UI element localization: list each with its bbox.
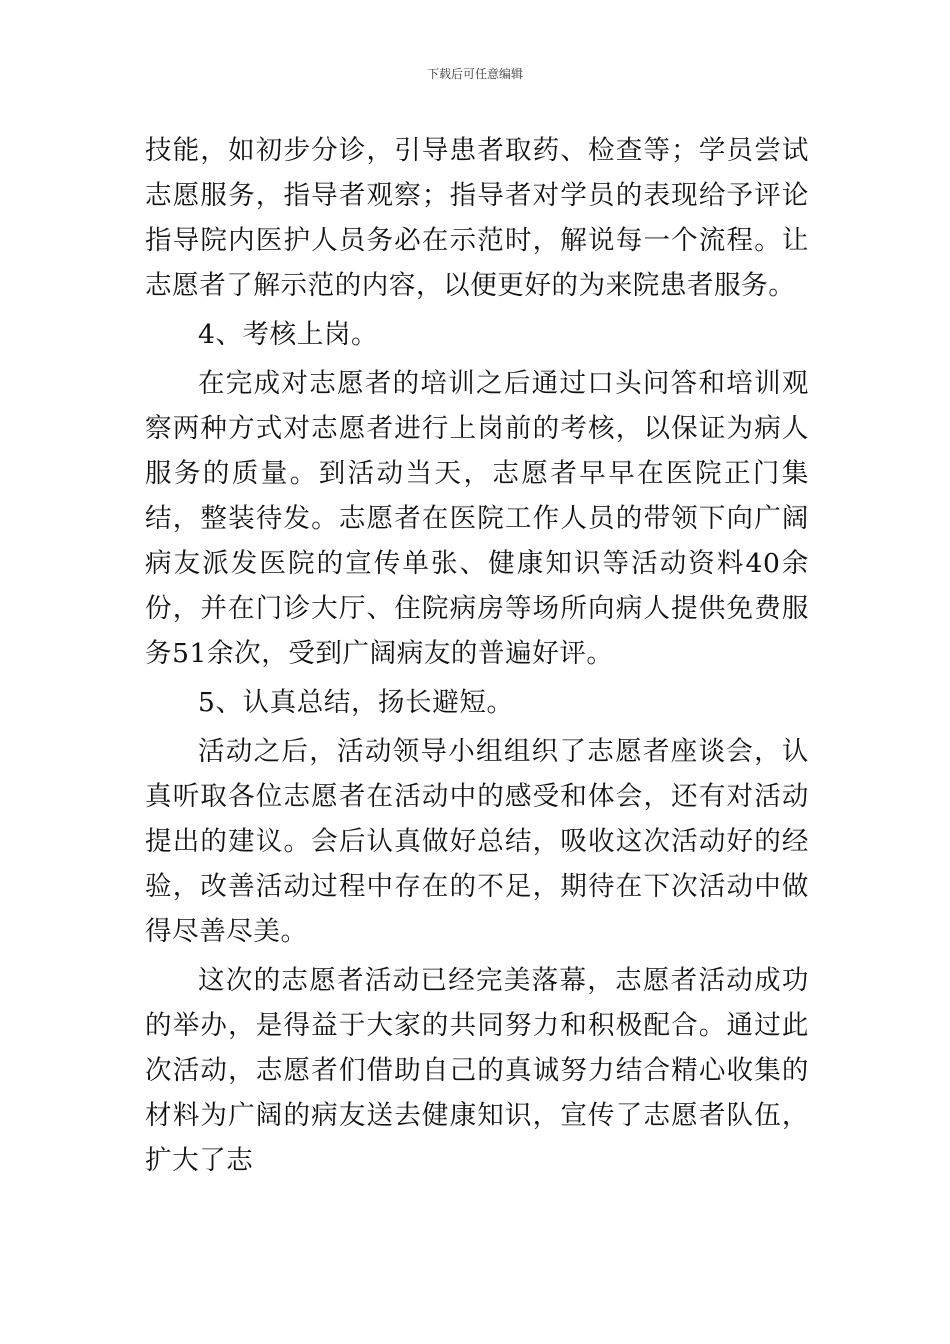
section-heading-5: 5、认真总结，扬长避短。 <box>198 687 514 718</box>
page-header: 下载后可任意编辑 <box>426 67 523 81</box>
paragraph-summary: 活动之后，活动领导小组组织了志愿者座谈会，认真听取各位志愿者在活动中的感受和体会，还有对活动提出的建议。会后认真做好总结，吸收这次活动好的经验，改善活动过程中存在的不足，期待在下次活动中做得尽善尽美。 <box>145 736 809 947</box>
section-heading-4: 4、考核上岗。 <box>198 319 379 350</box>
paragraph-assessment: 在完成对志愿者的培训之后通过口头问答和培训观察两种方式对志愿者进行上岗前的考核，以保证为病人服务的质量。到活动当天，志愿者早早在医院正门集结，整装待发。志愿者在医院工作人员的带领下向广阔病友派发医院的宣传单张、健康知识等活动资料40余份，并在门诊大厅、住院病房等场所向病人提供免费服务51余次，受到广阔病友的普遍好评。 <box>145 368 809 669</box>
paragraph-continued: 技能，如初步分诊，引导患者取药、检查等；学员尝试志愿服务，指导者观察；指导者对学员的表现给予评论指导院内医护人员务必在示范时，解说每一个流程。让志愿者了解示范的内容，以便更好的为来院患者服务。 <box>145 135 809 301</box>
paragraph-conclusion: 这次的志愿者活动已经完美落幕，志愿者活动成功的举办，是得益于大家的共同努力和积极配合。通过此次活动，志愿者们借助自己的真诚努力结合精心收集的材料为广阔的病友送去健康知识，宣传了志愿者队伍，扩大了志 <box>145 965 809 1176</box>
document-body <box>145 128 809 1187</box>
